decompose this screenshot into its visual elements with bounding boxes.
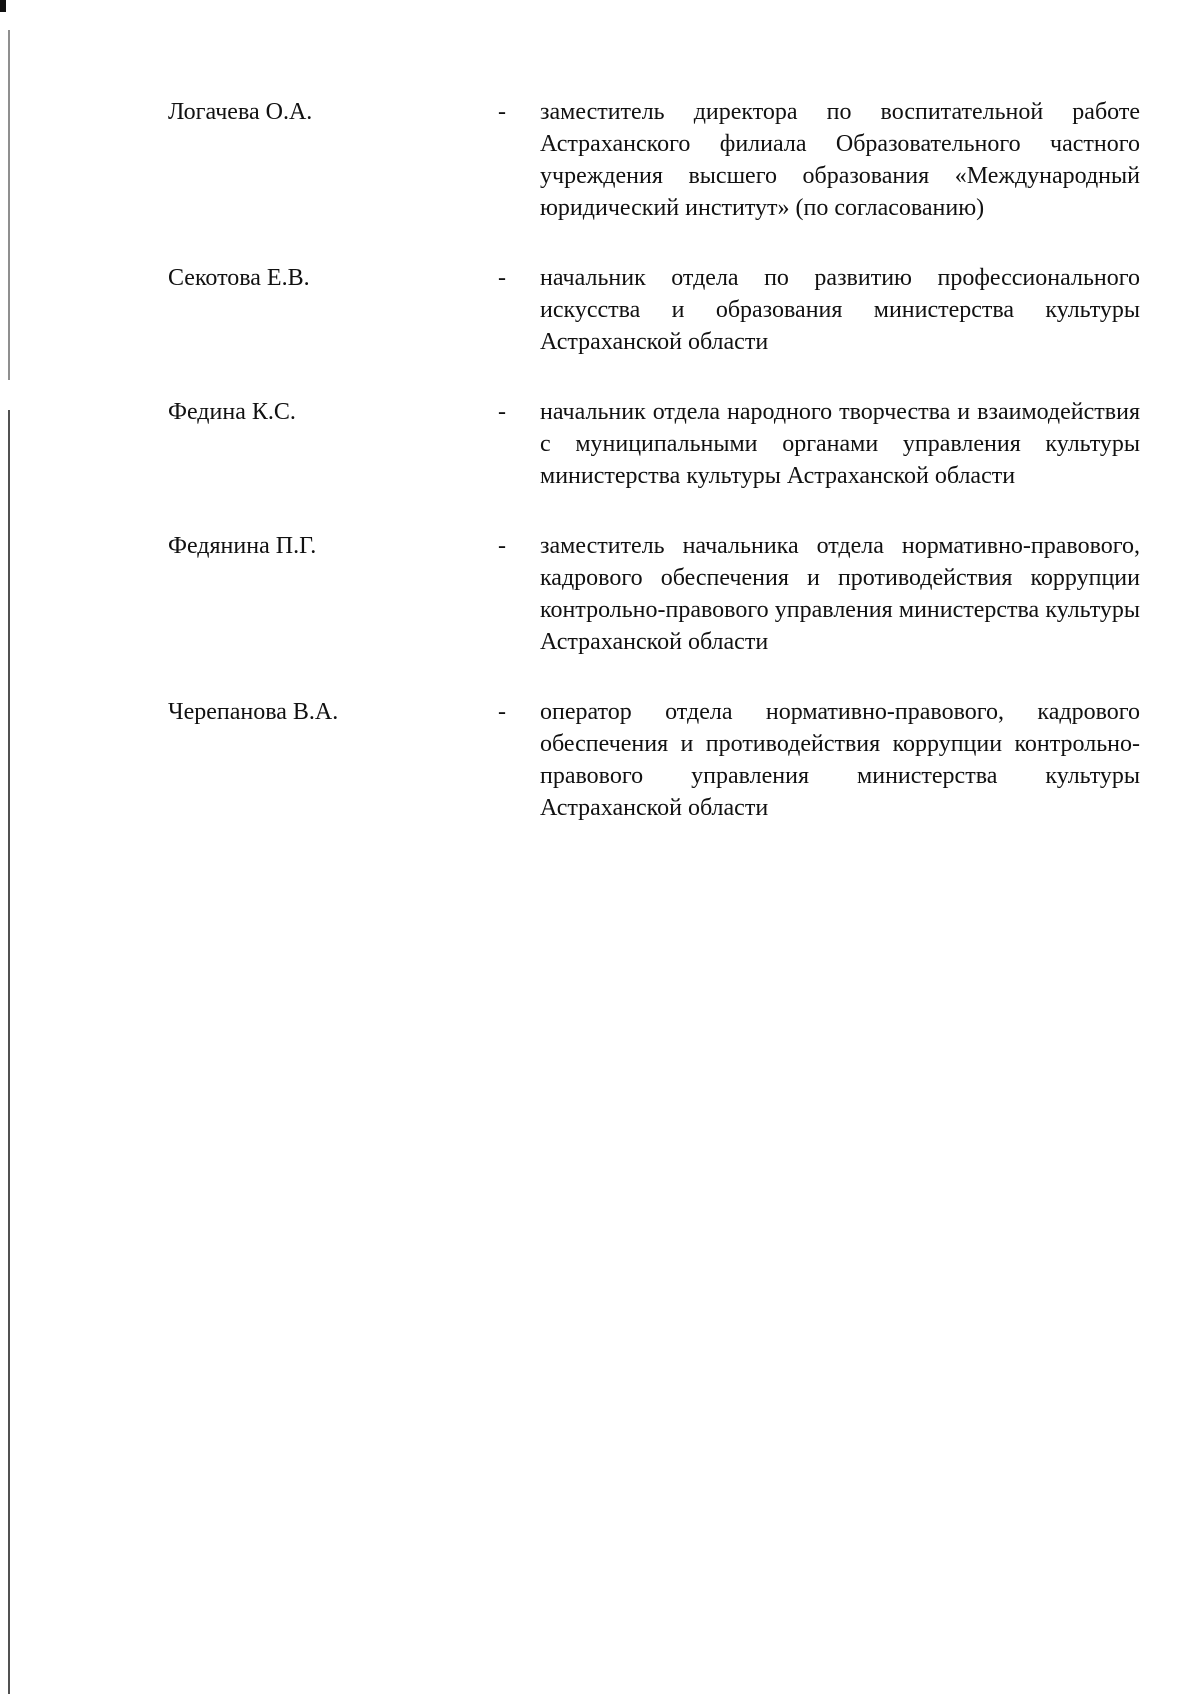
member-role: начальник отдела по развитию профессионального искусства и образования министерства культуры Астраханской области [540, 265, 1140, 355]
member-role: заместитель начальника отдела нормативно-правового, кадрового обеспечения и противодействия коррупции контрольно-правового управления министерства культуры Астраханской области [540, 533, 1140, 655]
member-entry [168, 262, 1148, 358]
member-dash: - [498, 99, 506, 125]
member-dash: - [498, 533, 506, 559]
member-name: Секотова Е.В. [168, 265, 310, 291]
member-entry [168, 396, 1148, 492]
member-list [168, 96, 1148, 824]
scan-corner-mark [0, 0, 6, 12]
member-name: Логачева О.А. [168, 99, 313, 125]
member-role: начальник отдела народного творчества и взаимодействия с муниципальными органами управления культуры министерства культуры Астраханской области [540, 399, 1140, 489]
member-dash: - [498, 399, 506, 425]
member-entry [168, 96, 1148, 224]
member-name: Федянина П.Г. [168, 533, 317, 559]
member-role: заместитель директора по воспитательной работе Астраханского филиала Образовательного частного учреждения высшего образования «Международный юридический институт» (по согласованию) [540, 99, 1140, 221]
member-dash: - [498, 699, 506, 725]
scan-edge-line [8, 30, 10, 380]
scan-edge-line [8, 410, 10, 1694]
member-role: оператор отдела нормативно-правового, кадрового обеспечения и противодействия коррупции контрольно-правового управления министерства культуры Астраханской области [540, 699, 1140, 821]
member-entry [168, 696, 1148, 824]
member-entry [168, 530, 1148, 658]
member-dash: - [498, 265, 506, 291]
member-name: Черепанова В.А. [168, 699, 339, 725]
member-name: Федина К.С. [168, 399, 296, 425]
